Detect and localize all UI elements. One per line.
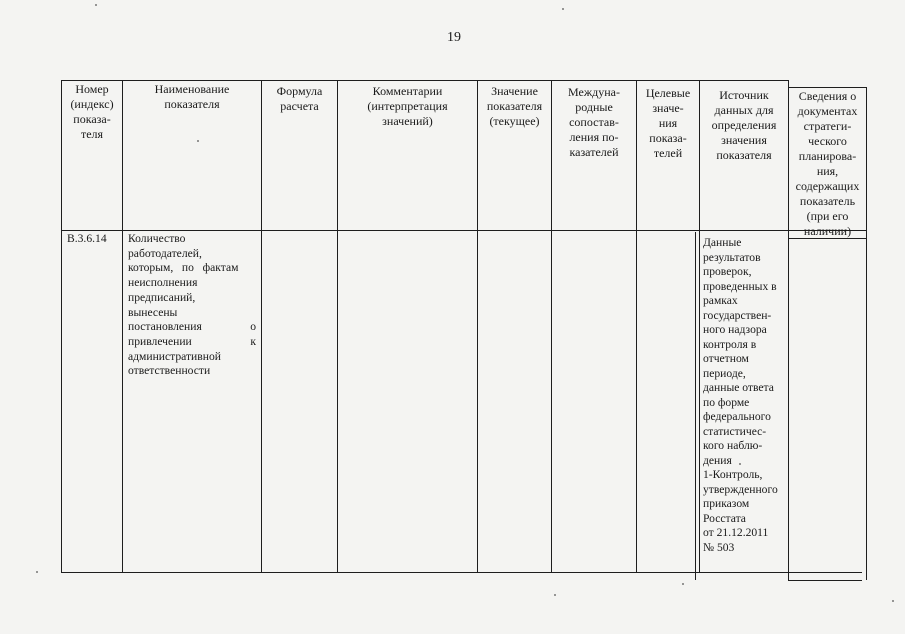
scan-speck <box>95 4 97 6</box>
indicator-name-line <box>128 335 256 350</box>
scan-speck <box>892 600 894 602</box>
col-divider-0 <box>61 80 62 573</box>
table-top-border-last-col <box>788 87 866 88</box>
indicator-name-line <box>128 276 256 291</box>
indicator-name-text: вынесены <box>128 305 178 319</box>
table-top-border <box>61 80 788 81</box>
indicator-name-line <box>128 320 256 335</box>
col-divider-3 <box>337 80 338 573</box>
col-divider-2 <box>261 80 262 573</box>
indicator-name-text: привлечении <box>128 334 192 348</box>
indicator-name-line <box>128 350 256 365</box>
indicator-name-text: работодателей, <box>128 246 202 260</box>
header-value: Значение показателя (текущее) <box>486 84 543 128</box>
header-source: Источник данных для определения значения показателя <box>711 88 777 162</box>
col-divider-4 <box>477 80 478 573</box>
table-bottom-border-last-col <box>788 580 862 581</box>
indicator-name-line <box>128 232 256 247</box>
indicator-name-text: административной <box>128 349 221 363</box>
indicator-name-text: которым, по фактам <box>128 261 239 275</box>
scan-speck <box>682 583 684 585</box>
indicator-name-line <box>128 291 256 306</box>
scan-speck <box>562 8 564 10</box>
header-comments: Комментарии (интерпретация значений) <box>367 84 448 128</box>
row-index: В.3.6.14 <box>67 232 107 245</box>
row-source: Данные результатов проверок, проведенных в рамках государствен- ного надзора контроля в отчетном периоде, данные ответа по форме федерального статистичес- кого наблю- дения 1-Контроль, утвержденного приказом Росстата от 21.12.2011 № 503 <box>703 236 778 554</box>
indicator-name-tail: к <box>250 334 256 348</box>
indicator-name-text: Количество <box>128 232 186 245</box>
page-number: 19 <box>447 30 461 45</box>
header-row-bottom-border <box>61 230 866 231</box>
header-international: Междуна- родные сопостав- ления по- казателей <box>568 85 620 159</box>
scan-speck <box>739 463 741 465</box>
indicator-name-line <box>128 306 256 321</box>
table-bottom-border <box>61 572 862 573</box>
header-formula: Формула расчета <box>276 84 323 113</box>
header-name: Наименование показателя <box>154 82 230 111</box>
indicator-name-text: предписаний, <box>128 290 196 304</box>
indicator-name-tail: о <box>250 320 256 334</box>
col-divider-7b <box>695 232 696 580</box>
indicator-name-text: постановления <box>128 320 202 334</box>
indicator-name-line <box>128 247 256 262</box>
scan-speck <box>36 571 38 573</box>
header-documents: Сведения о документах стратеги- ческого планирова- ния, содержащих показатель (при его наличии) <box>795 89 860 238</box>
indicator-name-text: ответственности <box>128 364 211 378</box>
scan-speck <box>554 594 556 596</box>
scan-speck <box>197 140 199 142</box>
indicator-name-text: неисполнения <box>128 276 198 290</box>
col-divider-9 <box>866 87 867 580</box>
header-targets: Целевые значе- ния показа- телей <box>645 86 691 160</box>
header-index: Номер (индекс) показа- теля <box>70 82 114 141</box>
indicator-name-line <box>128 364 256 379</box>
row-indicator-name <box>128 232 256 379</box>
indicator-name-line <box>128 261 256 276</box>
col-divider-1 <box>122 80 123 573</box>
